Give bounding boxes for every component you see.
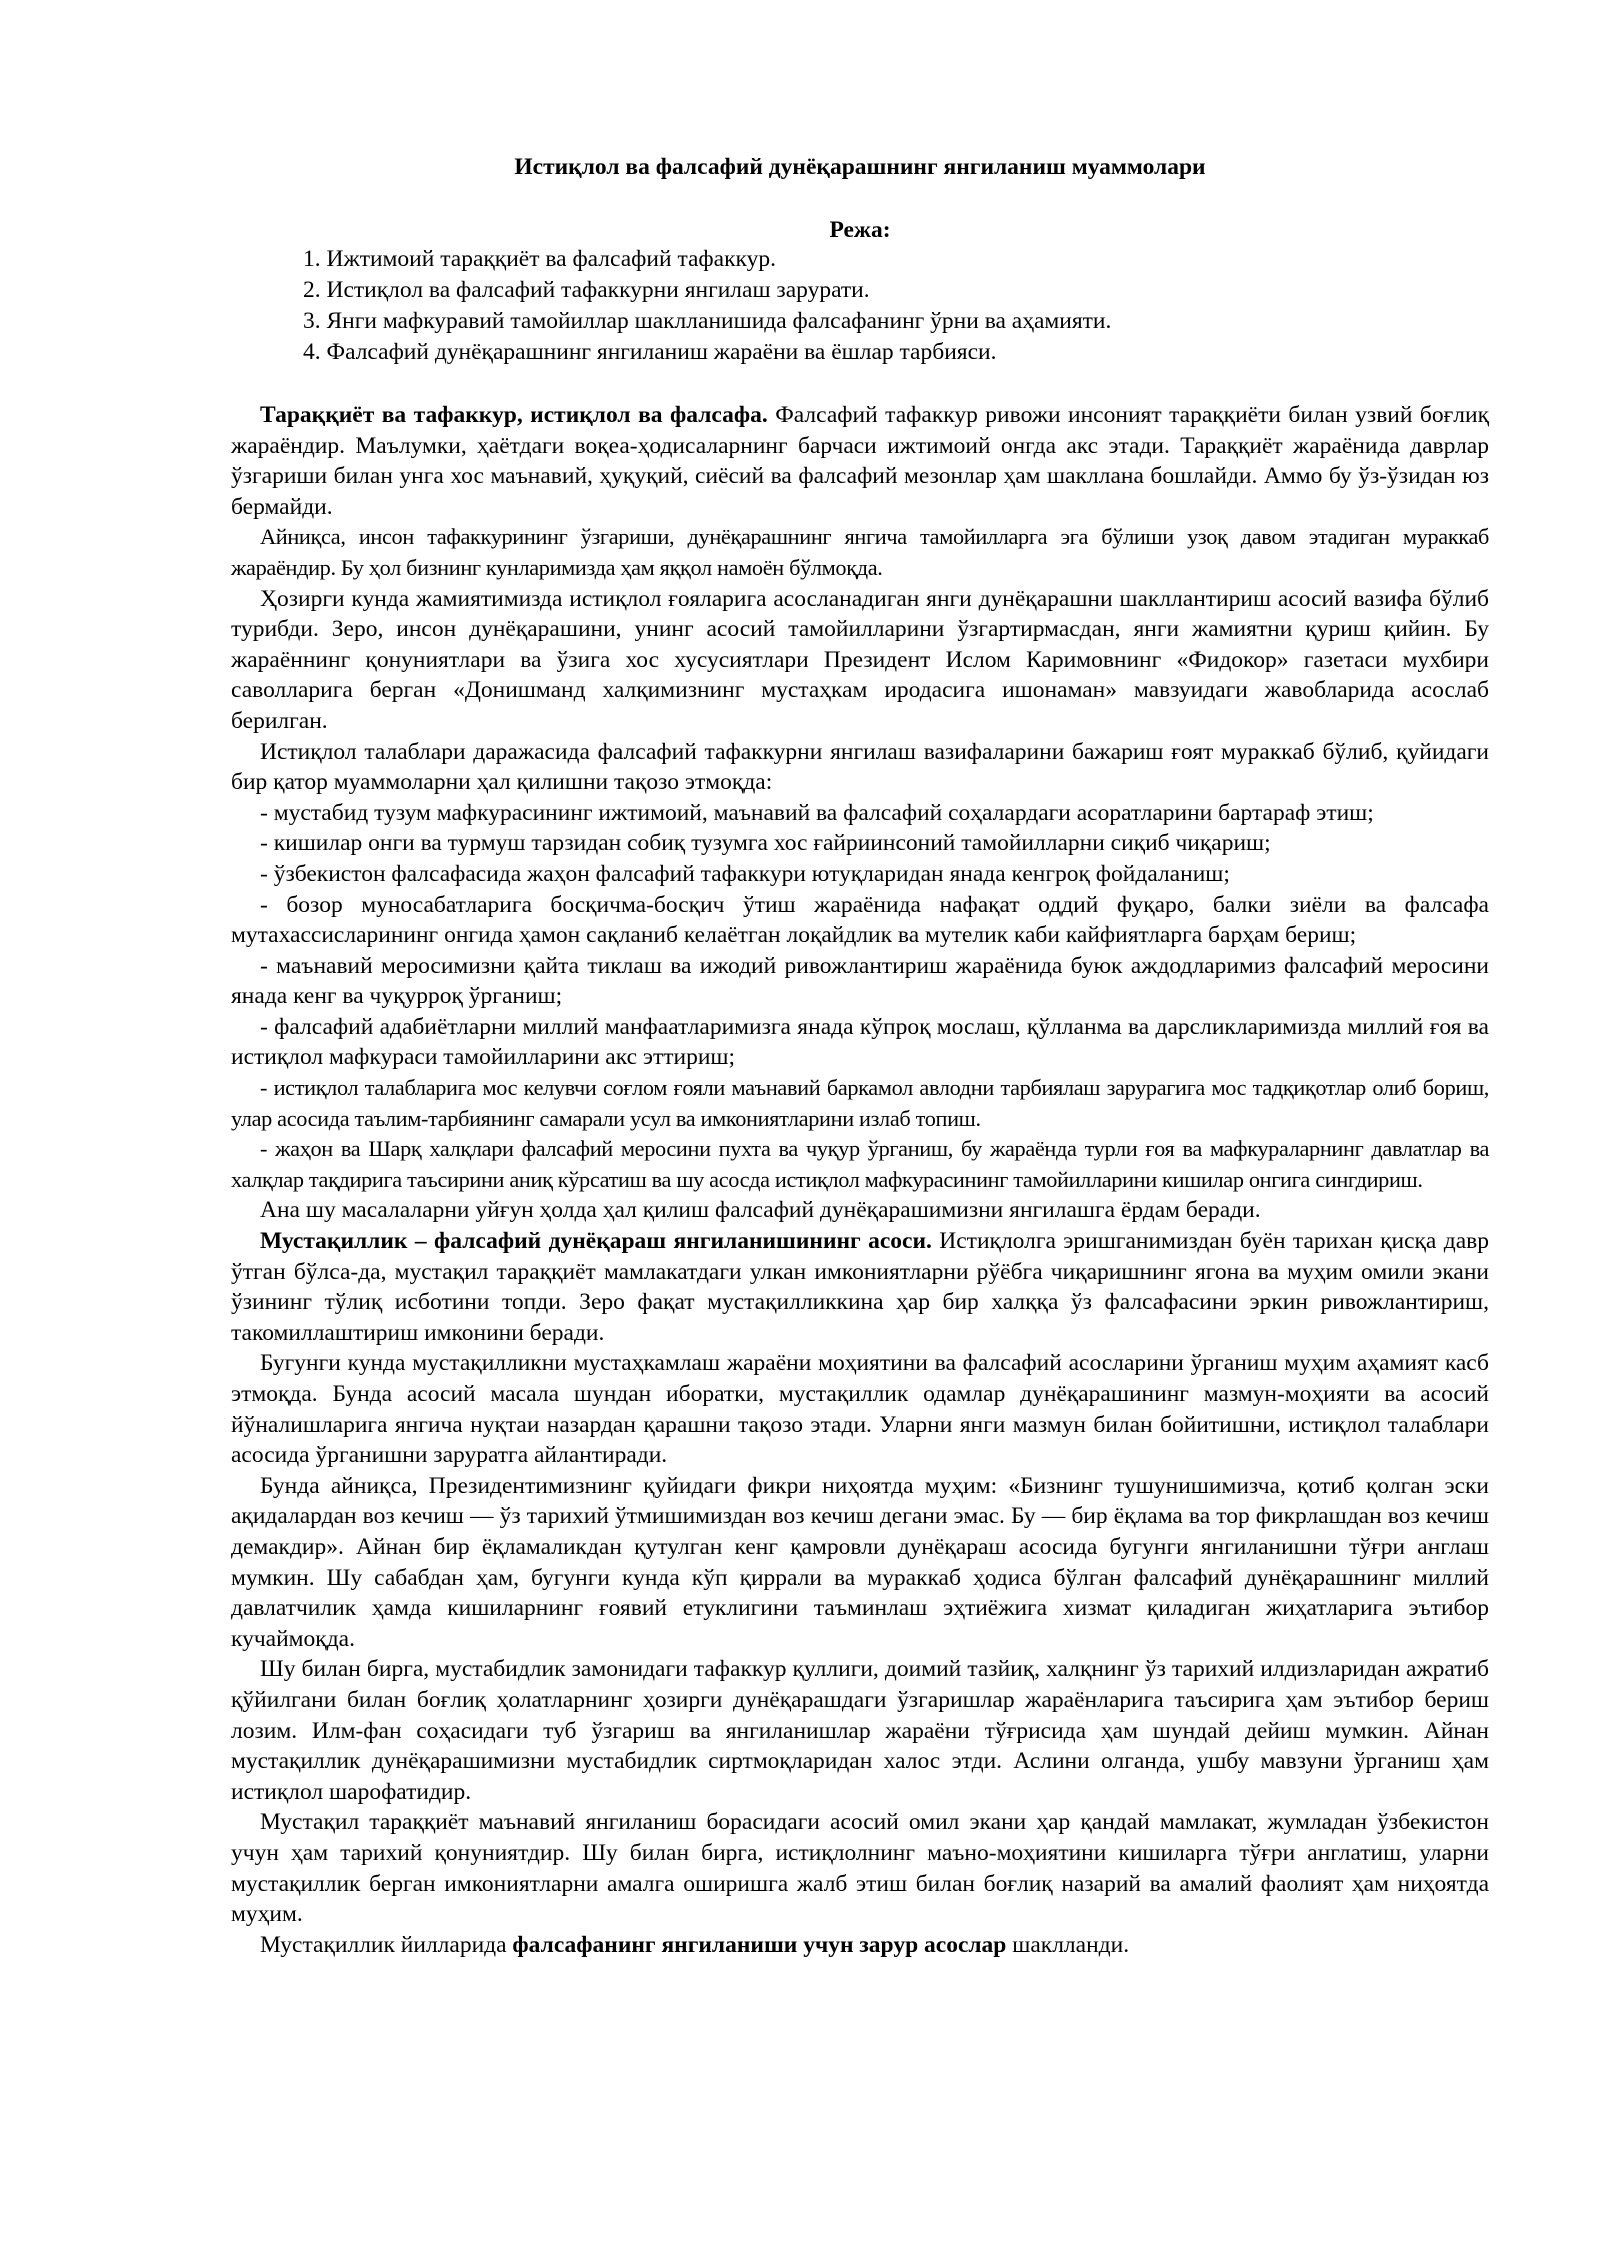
paragraph: Бунда айниқса, Президентимизнинг қуйидаги фикри ниҳоятда муҳим: «Бизнинг тушунишимизча, қотиб қолган эски ақидалардан воз кечиш — ўз тарихий ўтмишимиздан воз кечиш дегани эмас. Бу — бир ёқлама ва тор фикрлашдан воз кечиш демакдир». Айнан бир ёқламаликдан қутулган кенг қамровли дунёқараш асосида бугунги янгиланишни тўғри англаш мумкин. Шу сабабдан ҳам, бугунги кунда кўп қиррали ва мураккаб ҳодиса бўлган фалсафий дунёқарашнинг миллий давлатчилик ҳамда кишиларнинг ғоявий етуклигини таъминлаш эҳтиёжига хизмат қиладиган жиҳатларига эътибор кучаймоқда. [231, 1472, 1489, 1652]
plan-heading: Режа: [829, 217, 891, 243]
paragraph: Бугунги кунда мустақилликни мустаҳкамлаш жараёни моҳиятини ва фалсафий асосларини ўрганиш муҳим аҳамият касб этмоқда. Бунда асосий масала шундан иборатки, мустақиллик одамлар дунёқарашининг мазмун-моҳияти ва асосий йўналишларига янгича нуқтаи назардан қарашни тақозо этади. Уларни янги мазмун билан бойитишни, истиқлол талаблари асосида ўрганишни заруратга айлантиради. [231, 1350, 1489, 1469]
paragraph [231, 1930, 1489, 1961]
section-lead: Мустақиллик – фалсафий дунёқараш янгиланишининг асоси. [260, 1228, 932, 1255]
paragraph: Айниқса, инсон тафаккурининг ўзгариши, дунёқарашнинг янгича тамойилларга эга бўлиши узоқ давом этадиган мураккаб жараёндир. Бу ҳол бизнинг кунларимизда ҳам яққол намоён бўлмоқда. [231, 524, 1489, 580]
paragraph-text: шаклланди. [1006, 1931, 1130, 1958]
list-paragraph: - кишилар онги ва турмуш тарзидан собиқ тузумга хос ғайриинсоний тамойилларни сиқиб чиқариш; [260, 830, 1271, 857]
plan-list [303, 244, 1403, 368]
list-paragraph: - мустабид тузум мафкурасининг ижтимоий, маънавий ва фалсафий соҳалардаги асоратларини бартараф этиш; [260, 799, 1374, 826]
plan-item: 4. Фалсафий дунёқарашнинг янгиланиш жараёни ва ёшлар тарбияси. [303, 339, 997, 365]
list-paragraph: - ўзбекистон фалсафасида жаҳон фалсафий тафаккури ютуқларидан янада кенгроқ фойдаланиш; [260, 860, 1230, 887]
emphasis-text: фалсафанинг янгиланиши учун зарур асослар [512, 1931, 1007, 1958]
list-paragraph: - маънавий меросимизни қайта тиклаш ва ижодий ривожлантириш жараёнида буюк аждодларимиз фалсафий меросини янада кенг ва чуқурроқ ўрганиш; [231, 952, 1489, 1010]
paragraph [231, 1226, 1489, 1348]
paragraph: Ҳозирги кунда жамиятимизда истиқлол ғояларига асосланадиган янги дунёқарашни шакллантириш асосий вазифа бўлиб турибди. Зеро, инсон дунёқарашини, унинг асосий тамойилларини ўзгартирмасдан, янги жамиятни қуриш қийин. Бу жараённинг қонуниятлари ва ўзига хос хусусиятлари Президент Ислом Каримовнинг «Фидокор» газетаси мухбири саволларига берган «Донишманд халқимизнинг мустаҳкам иродасига ишонаман» мавзуидаги жавобларида асослаб берилган. [231, 585, 1489, 734]
plan-item: 3. Янги мафкуравий тамойиллар шаклланишида фалсафанинг ўрни ва аҳамияти. [303, 308, 1112, 334]
plan-item: 2. Истиқлол ва фалсафий тафаккурни янгилаш зарурати. [303, 277, 870, 303]
paragraph-text: Фалсафий тафаккур ривожи инсоният тараққиёти билан узвий боғлиқ жараёндир. Маълумки, ҳаётдаги воқеа-ҳодисаларнинг барчаси ижтимоий онгда акс этади. Тараққиёт жараёнида даврлар ўзгариши билан унга хос маънавий, ҳуқуқий, сиёсий ва фалсафий мезонлар ҳам шакллана бошлайди. Аммо бу ўз-ўзидан юз бермайди. [231, 402, 1489, 520]
plan-item: 1. Ижтимоий тараққиёт ва фалсафий тафаккур. [303, 246, 776, 272]
document-title: Истиқлол ва фалсафий дунёқарашнинг янгиланиш муаммолари [514, 154, 1206, 180]
section-lead: Тараққиёт ва тафаккур, истиқлол ва фалсафа. [260, 402, 768, 428]
paragraph: Шу билан бирга, мустабидлик замонидаги тафаккур қуллиги, доимий тазйиқ, халқнинг ўз тарихий илдизларидан ажратиб қўйилгани билан боғлиқ ҳолатларнинг ҳозирги дунёқарашдаги ўзгаришлар жараёнларига таъсирига ҳам эътибор бериш лозим. Илм-фан соҳасидаги туб ўзгариш ва янгиланишлар жараёни тўғрисида ҳам шундай дейиш мумкин. Айнан мустақиллик дунёқарашимизни мустабидлик сиртмоқларидан халос этди. Аслини олганда, ушбу мавзуни ўрганиш ҳам истиқлол шарофатидир. [231, 1656, 1489, 1805]
paragraph: Ана шу масалаларни уйғун ҳолда ҳал қилиш фалсафий дунёқарашимизни янгилашга ёрдам беради. [260, 1197, 1261, 1224]
paragraph-text: Истиқлолга эришганимиздан буён тарихан қисқа давр ўтган бўлса-да, мустақил тараққиёт мамлакатдаги улкан имкониятларни рўёбга чиқаришнинг ягона ва муҳим омили экани ўзининг тўлиқ исботини топди. Зеро фақат мустақилликкина ҳар бир халққа ўз фалсафасини эркин ривожлантириш, такомиллаштириш имконини беради. [231, 1228, 1489, 1346]
list-paragraph: - фалсафий адабиётларни миллий манфаатларимизга янада кўпроқ мослаш, қўлланма ва дарсликларимизда миллий ғоя ва истиқлол мафкураси тамойилларини акс эттириш; [231, 1013, 1489, 1071]
paragraph [231, 400, 1489, 522]
document-body [231, 400, 1489, 1960]
paragraph: Истиқлол талаблари даражасида фалсафий тафаккурни янгилаш вазифаларини бажариш ғоят мураккаб бўлиб, қуйидаги бир қатор муаммоларни ҳал қилишни тақозо этмоқда: [231, 738, 1489, 796]
list-paragraph: - бозор муносабатларига босқичма-босқич ўтиш жараёнида нафақат оддий фуқаро, балки зиёли ва фалсафа мутахассисларининг онгида ҳамон сақланиб келаётган лоқайдлик ва мутелик каби кайфиятларга барҳам бериш; [231, 891, 1489, 949]
paragraph-text: Мустақиллик йилларида [260, 1931, 513, 1958]
list-paragraph: - истиқлол талабларига мос келувчи соғлом ғояли маънавий баркамол авлодни тарбиялаш зарурагига мос тадқиқотлар олиб бориш, улар асосида таълим-тарбиянинг самарали усул ва имкониятларини излаб топиш. [231, 1075, 1489, 1131]
list-paragraph: - жаҳон ва Шарқ халқлари фалсафий меросини пухта ва чуқур ўрганиш, бу жараёнда турли ғоя ва мафкураларнинг давлатлар ва халқлар тақдирига таъсирини аниқ кўрсатиш ва шу асосда истиқлол мафкурасининг тамойилларини кишилар онгига сингдириш. [231, 1136, 1489, 1192]
paragraph: Мустақил тараққиёт маънавий янгиланиш борасидаги асосий омил экани ҳар қандай мамлакат, жумладан ўзбекистон учун ҳам тарихий қонуниятдир. Шу билан бирга, истиқлолнинг маъно-моҳиятини кишиларга тўғри англатиш, уларни мустақиллик берган имкониятларни амалга оширишга жалб этиш билан боғлиқ назарий ва амалий фаолият ҳам ниҳоятда муҳим. [231, 1809, 1489, 1928]
